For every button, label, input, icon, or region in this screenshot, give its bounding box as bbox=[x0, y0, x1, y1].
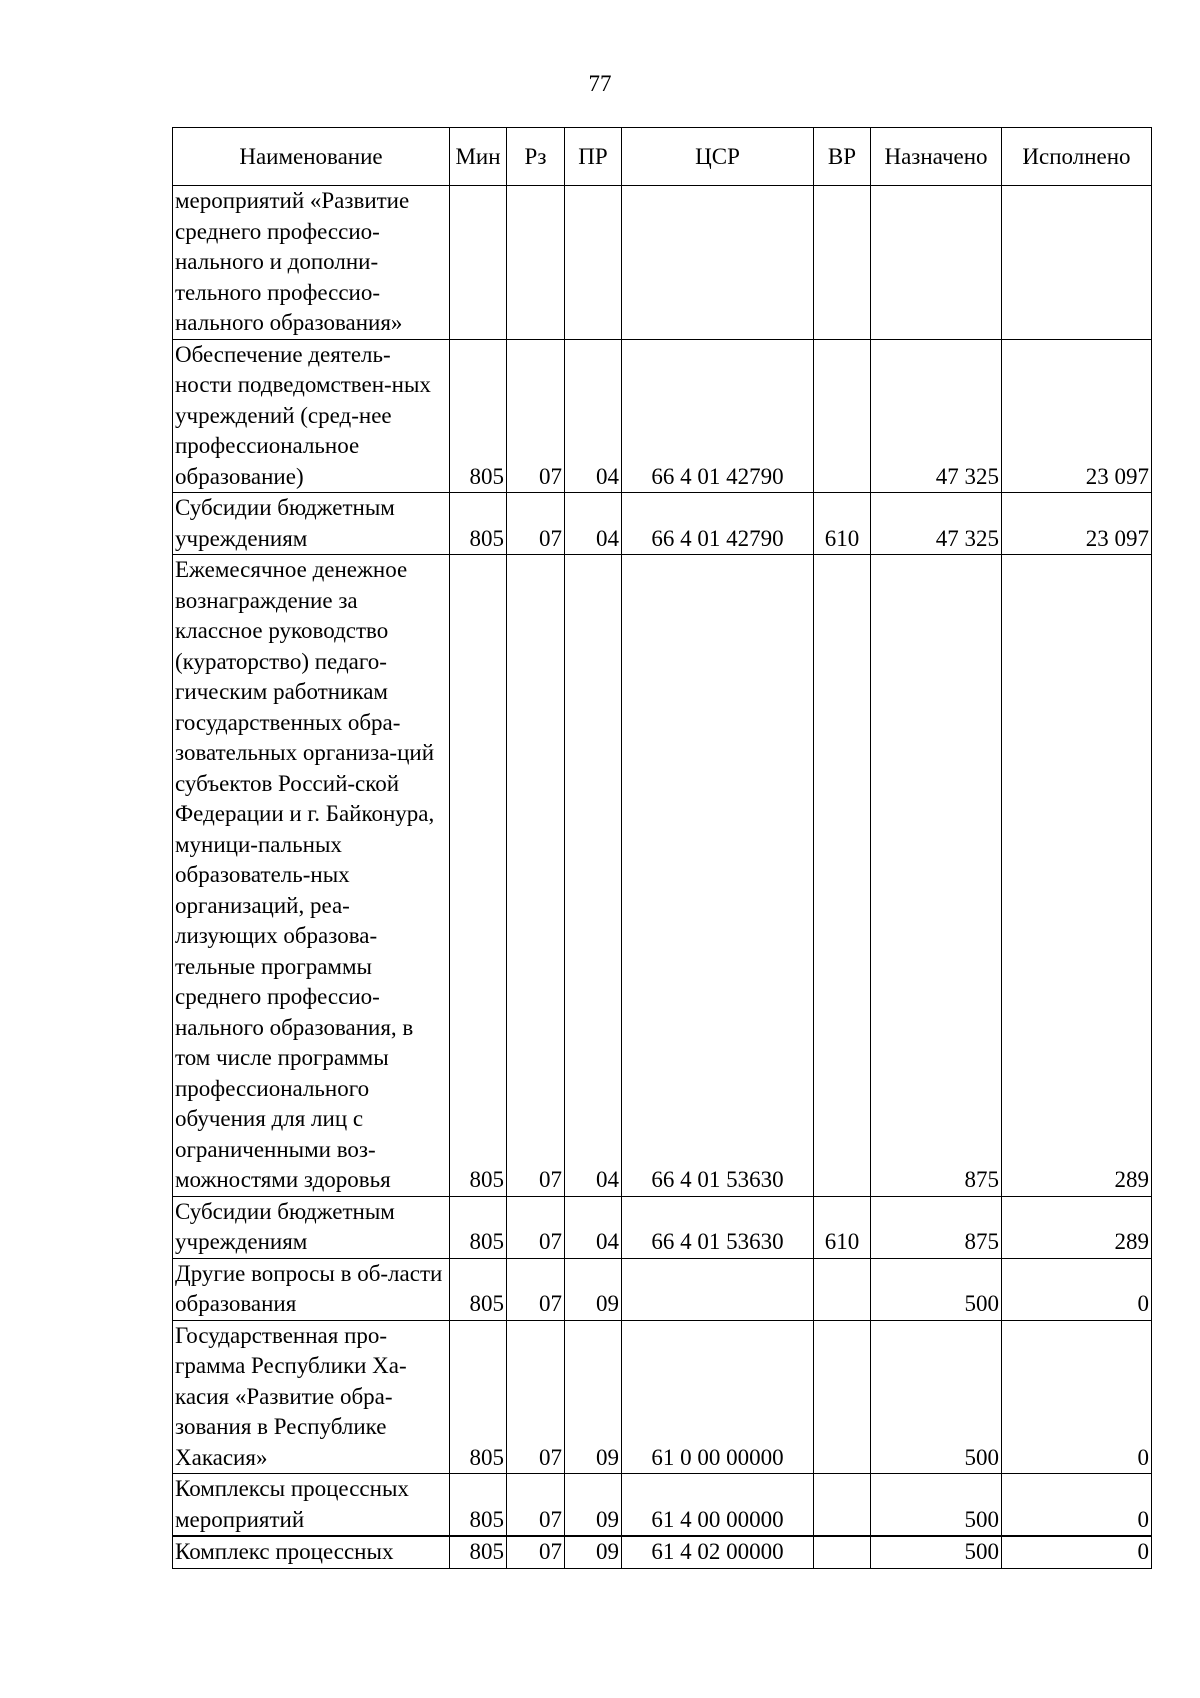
cell-assigned: 875 bbox=[871, 555, 1002, 1197]
cell-executed: 289 bbox=[1002, 1196, 1152, 1258]
cell-pr: 04 bbox=[565, 555, 622, 1197]
cell-vr bbox=[814, 1536, 871, 1568]
cell-executed: 23 097 bbox=[1002, 339, 1152, 493]
cell-assigned bbox=[871, 186, 1002, 340]
cell-executed: 289 bbox=[1002, 555, 1152, 1197]
table-row bbox=[173, 1474, 1152, 1537]
table-row bbox=[173, 555, 1152, 1197]
cell-pr: 04 bbox=[565, 1196, 622, 1258]
cell-rz: 07 bbox=[507, 1474, 565, 1537]
header-name: Наименование bbox=[173, 128, 450, 186]
page-number: 77 bbox=[588, 71, 612, 96]
cell-min: 805 bbox=[450, 555, 507, 1197]
cell-assigned: 500 bbox=[871, 1474, 1002, 1537]
cell-vr bbox=[814, 339, 871, 493]
header-vr: ВР bbox=[814, 128, 871, 186]
table-row bbox=[173, 339, 1152, 493]
cell-rz: 07 bbox=[507, 1320, 565, 1474]
table-row bbox=[173, 186, 1152, 340]
cell-csr: 61 4 02 00000 bbox=[622, 1536, 814, 1568]
cell-vr bbox=[814, 1258, 871, 1320]
header-rz: Рз bbox=[507, 128, 565, 186]
cell-rz: 07 bbox=[507, 555, 565, 1197]
header-csr: ЦСР bbox=[622, 128, 814, 186]
cell-csr: 66 4 01 53630 bbox=[622, 555, 814, 1197]
cell-vr bbox=[814, 1474, 871, 1537]
cell-min: 805 bbox=[450, 1474, 507, 1537]
cell-min: 805 bbox=[450, 1320, 507, 1474]
cell-name: Другие вопросы в об-ласти образования bbox=[173, 1258, 450, 1320]
cell-min: 805 bbox=[450, 1536, 507, 1568]
cell-pr: 09 bbox=[565, 1320, 622, 1474]
cell-assigned: 875 bbox=[871, 1196, 1002, 1258]
cell-pr: 09 bbox=[565, 1258, 622, 1320]
table-row bbox=[173, 1536, 1152, 1568]
cell-name: Обеспечение деятель-ности подведомствен-ных учреждений (сред-нее профессиональное образование) bbox=[173, 339, 450, 493]
cell-name: Субсидии бюджетным учреждениям bbox=[173, 493, 450, 555]
cell-rz bbox=[507, 186, 565, 340]
cell-name: Ежемесячное денежное вознаграждение за классное руководство (кураторство) педаго-гическим работникам государственных обра-зовательных организа-ций субъектов Россий-ской Федерации и г. Байконура, муници-пальных образователь-ных организаций, реа-лизующих образова-тельные программы среднего профессио-нального образования, в том числе программы профессионального обучения для лиц с ограниченными воз-можностями здоровья bbox=[173, 555, 450, 1197]
table-row bbox=[173, 1320, 1152, 1474]
cell-pr bbox=[565, 186, 622, 340]
cell-csr bbox=[622, 186, 814, 340]
cell-executed: 0 bbox=[1002, 1258, 1152, 1320]
cell-rz: 07 bbox=[507, 1196, 565, 1258]
cell-rz: 07 bbox=[507, 339, 565, 493]
cell-rz: 07 bbox=[507, 493, 565, 555]
cell-name: Государственная про-грамма Республики Ха-касия «Развитие обра-зования в Республике Хакасия» bbox=[173, 1320, 450, 1474]
cell-executed: 0 bbox=[1002, 1536, 1152, 1568]
cell-assigned: 47 325 bbox=[871, 339, 1002, 493]
cell-vr bbox=[814, 555, 871, 1197]
cell-name: мероприятий «Развитие среднего профессио-нального и дополни-тельного профессио-нального образования» bbox=[173, 186, 450, 340]
table-header-row bbox=[173, 128, 1152, 186]
cell-min: 805 bbox=[450, 1196, 507, 1258]
header-executed: Исполнено bbox=[1002, 128, 1152, 186]
cell-csr: 66 4 01 53630 bbox=[622, 1196, 814, 1258]
cell-pr: 04 bbox=[565, 493, 622, 555]
cell-name: Субсидии бюджетным учреждениям bbox=[173, 1196, 450, 1258]
cell-csr: 66 4 01 42790 bbox=[622, 493, 814, 555]
cell-pr: 09 bbox=[565, 1536, 622, 1568]
cell-name: Комплекс процессных bbox=[173, 1536, 450, 1568]
table-row bbox=[173, 1258, 1152, 1320]
cell-vr bbox=[814, 186, 871, 340]
header-min: Мин bbox=[450, 128, 507, 186]
cell-executed: 0 bbox=[1002, 1320, 1152, 1474]
cell-min bbox=[450, 186, 507, 340]
cell-min: 805 bbox=[450, 339, 507, 493]
cell-csr: 66 4 01 42790 bbox=[622, 339, 814, 493]
cell-csr bbox=[622, 1258, 814, 1320]
cell-assigned: 500 bbox=[871, 1320, 1002, 1474]
cell-csr: 61 4 00 00000 bbox=[622, 1474, 814, 1537]
cell-csr: 61 0 00 00000 bbox=[622, 1320, 814, 1474]
cell-rz: 07 bbox=[507, 1536, 565, 1568]
cell-pr: 09 bbox=[565, 1474, 622, 1537]
cell-name: Комплексы процессных мероприятий bbox=[173, 1474, 450, 1537]
cell-vr: 610 bbox=[814, 493, 871, 555]
cell-executed: 23 097 bbox=[1002, 493, 1152, 555]
table-row bbox=[173, 1196, 1152, 1258]
header-assigned: Назначено bbox=[871, 128, 1002, 186]
cell-min: 805 bbox=[450, 493, 507, 555]
cell-rz: 07 bbox=[507, 1258, 565, 1320]
cell-assigned: 500 bbox=[871, 1258, 1002, 1320]
budget-table bbox=[172, 127, 1152, 1569]
table-row bbox=[173, 493, 1152, 555]
cell-min: 805 bbox=[450, 1258, 507, 1320]
cell-assigned: 500 bbox=[871, 1536, 1002, 1568]
cell-executed bbox=[1002, 186, 1152, 340]
cell-vr: 610 bbox=[814, 1196, 871, 1258]
cell-vr bbox=[814, 1320, 871, 1474]
cell-executed: 0 bbox=[1002, 1474, 1152, 1537]
cell-assigned: 47 325 bbox=[871, 493, 1002, 555]
cell-pr: 04 bbox=[565, 339, 622, 493]
header-pr: ПР bbox=[565, 128, 622, 186]
